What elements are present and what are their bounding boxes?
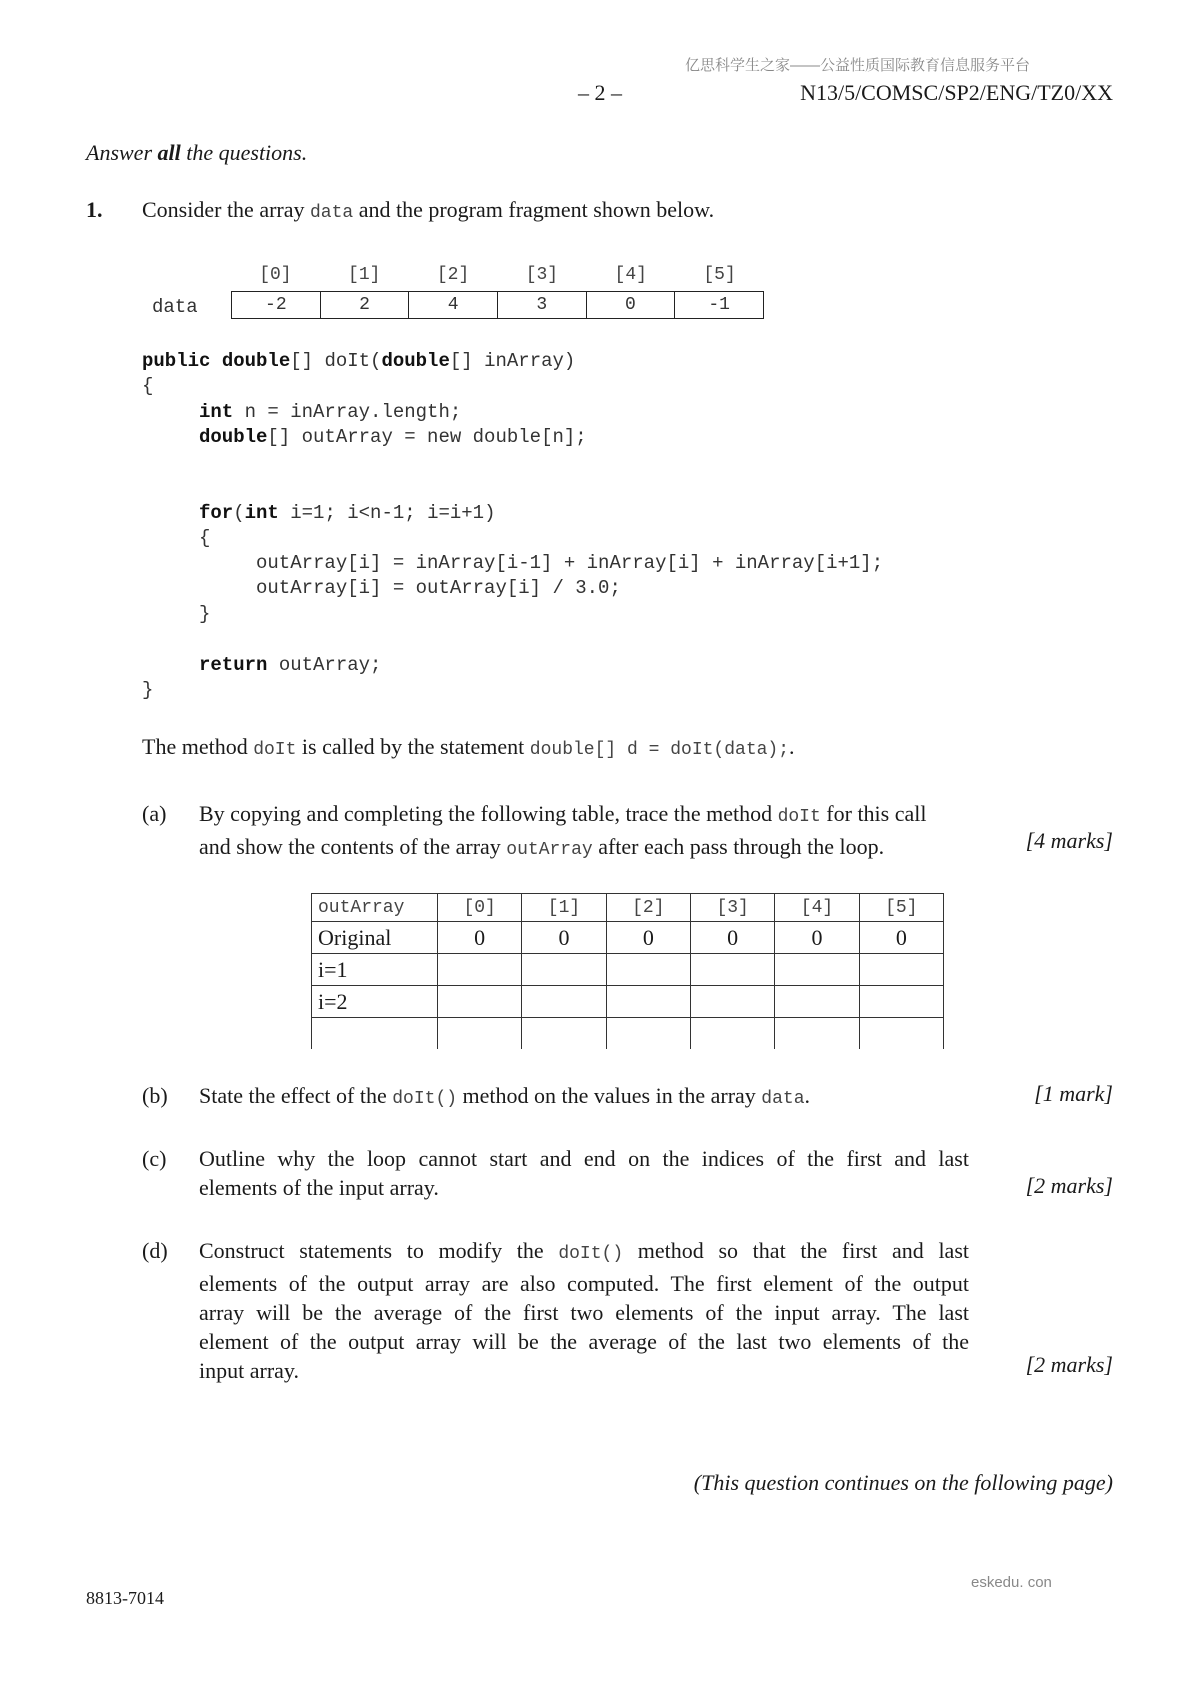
array-cell: 3 [497,292,586,319]
part-d-text-span: method so that the first and last [623,1238,969,1263]
trace-cell [690,954,774,986]
intro-text-pre: Consider the array [142,197,310,222]
instruction-bold: all [157,140,181,165]
part-d-line: element of the output array will be the average of the last two elements of the [199,1329,969,1354]
trace-row-blank [312,1018,944,1050]
array-name: data [152,296,198,318]
part-d-code: doIt() [558,1244,624,1264]
trace-cell [606,1018,690,1050]
instruction [86,138,307,167]
code-line-for [199,502,495,524]
code-text: [] doIt( [290,350,382,372]
part-a-text-span: after each pass through the loop. [592,834,885,859]
instruction-post: the questions. [180,140,308,165]
part-b-text-span: method on the values in the array [457,1083,762,1108]
trace-cell [859,986,943,1018]
code-line-return [199,654,381,676]
part-b-text-span: State the effect of the [199,1083,393,1108]
trace-row-label [312,1018,438,1050]
part-d-line [199,1236,969,1269]
call-code: double[] d = doIt(data); [529,740,790,760]
part-b-text [199,1081,810,1114]
code-keyword: int [244,502,279,524]
call-text: is called by the statement [296,734,530,759]
code-text: [] outArray = new double[n]; [267,426,587,448]
array-cell: 0 [586,292,675,319]
part-a-line [199,799,969,832]
trace-row-i1 [312,954,944,986]
code-keyword: return [199,654,268,676]
trace-header-cell: [0] [438,894,522,922]
header-watermark: 亿思科学生之家——公益性质国际教育信息服务平台 [685,57,1031,74]
part-d-line: elements of the output array are also computed. The first element of the output [199,1271,969,1296]
part-d-line: array will be the average of the first two elements of the input array. The last [199,1300,969,1325]
part-a-text-span: and show the contents of the array [199,834,507,859]
intro-text-post: and the program fragment shown below. [353,197,715,222]
array-index: [2] [436,265,470,285]
trace-cell [522,954,606,986]
trace-row-i2 [312,986,944,1018]
code-line-close-brace: } [142,679,154,701]
continues-note: (This question continues on the following page) [693,1470,1113,1495]
array-index: [1] [348,265,381,285]
code-line-open-brace: { [142,375,154,397]
trace-row-label: i=2 [312,986,438,1018]
trace-cell [775,954,859,986]
code-line-divide: outArray[i] = outArray[i] / 3.0; [256,577,621,599]
trace-cell [859,1018,943,1050]
call-text: . [789,734,795,759]
part-d-label: (d) [142,1238,168,1263]
code-line-signature [142,350,575,372]
part-c-label: (c) [142,1146,167,1171]
trace-header-cell: [5] [859,894,943,922]
trace-cell [522,1018,606,1050]
code-keyword: double [381,350,450,372]
part-a-label: (a) [142,801,167,826]
array-cell: -2 [232,292,321,319]
code-keyword: double [199,426,268,448]
trace-cell [606,954,690,986]
trace-cell [438,1018,522,1050]
part-c-line: elements of the input array. [199,1175,439,1200]
part-c-marks: [2 marks] [1025,1173,1113,1198]
code-keyword: public double [142,350,291,372]
code-text: n = inArray.length; [233,401,462,423]
code-text: outArray; [267,654,382,676]
code-keyword: int [199,401,234,423]
trace-cell: 0 [522,922,606,954]
part-a-text-span: for this call [820,801,927,826]
footer-paper-code: 8813-7014 [86,1588,164,1608]
part-d-text-span: Construct statements to modify the [199,1238,559,1263]
trace-header-cell: [1] [522,894,606,922]
trace-row-label: i=1 [312,954,438,986]
part-a-marks: [4 marks] [1025,828,1113,853]
code-line-for-close-brace: } [199,603,211,625]
call-code: doIt [253,740,297,760]
part-c-line: Outline why the loop cannot start and end on the indices of the first and last [199,1146,969,1171]
trace-header-cell: [4] [775,894,859,922]
array-index: [3] [525,265,559,285]
array-cell: 2 [320,292,409,319]
code-keyword: for [199,502,234,524]
part-b-label: (b) [142,1083,168,1108]
question-number: 1. [86,197,103,222]
call-text: The method [142,734,254,759]
array-index: [4] [614,265,647,285]
trace-cell [438,954,522,986]
part-b-text-span: . [804,1083,811,1108]
array-index-row [231,265,764,285]
array-index: [5] [703,265,736,285]
part-d-text [199,1236,969,1385]
array-cell: -1 [675,292,764,319]
part-a-text-span: By copying and completing the following table, trace the method [199,801,778,826]
array-index: [0] [259,265,292,285]
part-c-text [199,1144,969,1202]
trace-cell [438,986,522,1018]
trace-cell [690,1018,774,1050]
code-line-sum: outArray[i] = inArray[i-1] + inArray[i] + inArray[i+1]; [256,552,884,574]
part-a-line [199,832,969,865]
part-b-code: doIt() [392,1089,458,1109]
footer-site: eskedu. con [971,1574,1052,1591]
part-a-text [199,799,969,865]
instruction-pre: Answer [86,140,158,165]
trace-cell [522,986,606,1018]
code-text: [] inArray) [449,350,576,372]
trace-cell [690,986,774,1018]
trace-cell: 0 [438,922,522,954]
part-b-marks: [1 mark] [1034,1081,1113,1106]
page-number: – 2 – [578,80,622,105]
code-line-outarray-decl [199,426,587,448]
trace-cell: 0 [606,922,690,954]
trace-header-row [312,894,944,922]
part-d-marks: [2 marks] [1025,1352,1113,1377]
trace-cell [775,1018,859,1050]
paper-reference-code: N13/5/COMSC/SP2/ENG/TZ0/XX [800,80,1113,105]
trace-header-cell: outArray [312,894,438,922]
part-d-line: input array. [199,1358,299,1383]
trace-table [311,893,944,1049]
code-line-for-open-brace: { [199,527,211,549]
data-array [231,291,764,319]
trace-cell [859,954,943,986]
code-text: i=1; i<n-1; i=i+1) [278,502,496,524]
code-text: ( [233,502,245,524]
part-b-code: data [761,1089,805,1109]
trace-cell: 0 [775,922,859,954]
trace-header-cell: [3] [690,894,774,922]
trace-row-label: Original [312,922,438,954]
method-call-statement [142,732,795,765]
trace-cell [775,986,859,1018]
intro-code: data [310,203,354,223]
code-line-int-n [199,401,461,423]
part-a-code: outArray [506,840,593,860]
trace-row-original [312,922,944,954]
trace-header-cell: [2] [606,894,690,922]
question-intro [142,195,714,228]
array-cell: 4 [409,292,498,319]
trace-cell: 0 [859,922,943,954]
trace-cell: 0 [690,922,774,954]
trace-cell [606,986,690,1018]
part-a-code: doIt [777,807,821,827]
